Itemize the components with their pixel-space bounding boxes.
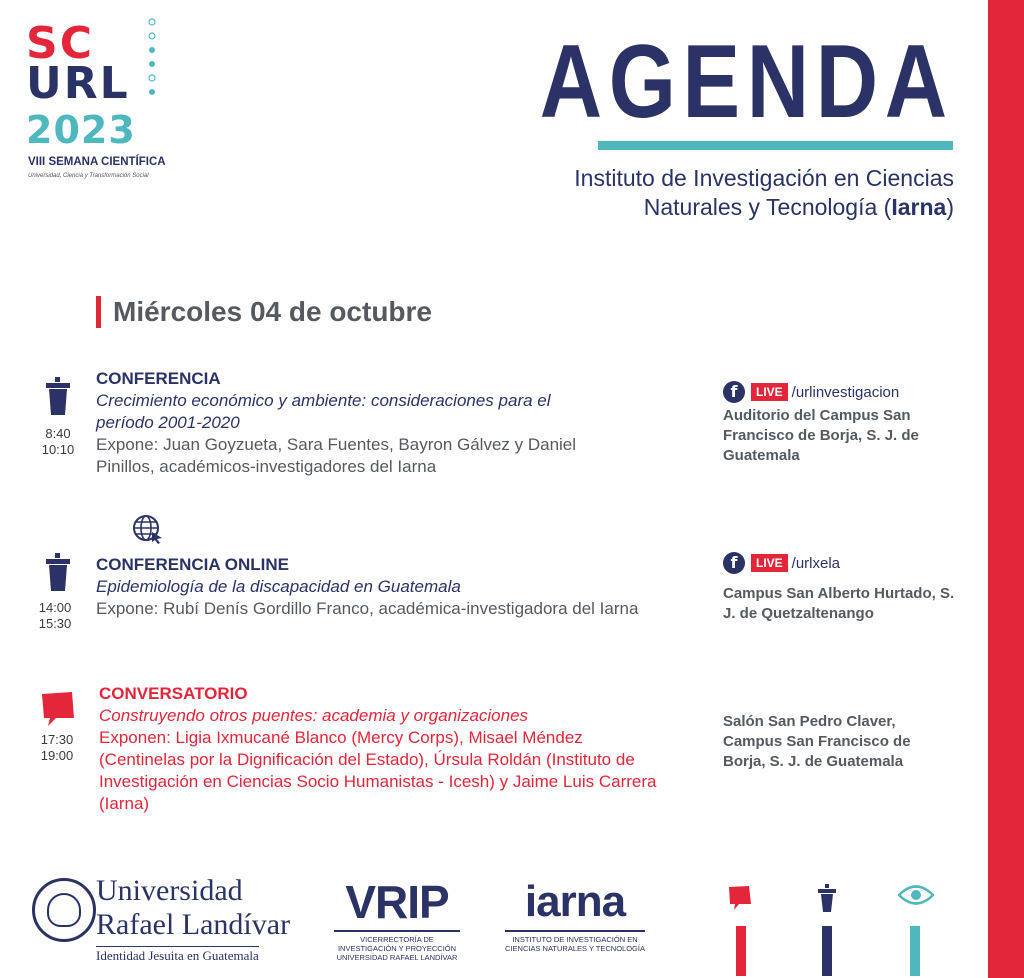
event-3-location: Salón San Pedro Claver, Campus San Francisco de Borja, S. J. de Guatemala bbox=[723, 713, 911, 770]
universidad-rafael-landivar-logo bbox=[32, 874, 302, 964]
iarna-subtitle: INSTITUTO DE INVESTIGACIÓN EN CIENCIAS NATURALES Y TECNOLOGÍA bbox=[505, 935, 645, 953]
podium-icon bbox=[44, 553, 72, 593]
iarna-wordmark: iarna bbox=[524, 877, 626, 926]
event-3-time-end: 19:00 bbox=[40, 748, 74, 763]
day-heading: Miércoles 04 de octubre bbox=[96, 296, 432, 328]
speech-bubble-icon bbox=[42, 692, 74, 726]
event-1-time-start: 8:40 bbox=[45, 426, 71, 441]
event-1-speakers: Expone: Juan Goyzueta, Sara Fuentes, Bayron Gálvez y Daniel Pinillos, académicos-investigadores del Iarna bbox=[96, 435, 577, 476]
page-title: AGENDA bbox=[540, 24, 954, 140]
footer-teal-bar bbox=[910, 926, 920, 976]
logo-tagline: Universidad, Ciencia y Transformación Social bbox=[28, 173, 149, 179]
event-3-time bbox=[37, 732, 77, 764]
event-1-title-line2: período 2001-2020 bbox=[96, 413, 240, 432]
event-1-live-handle[interactable]: /urlinvestigacion bbox=[791, 383, 900, 401]
event-2-type: CONFERENCIA ONLINE bbox=[96, 555, 289, 574]
institute-line2-prefix: Naturales y Tecnología ( bbox=[643, 194, 892, 220]
podium-icon bbox=[44, 377, 72, 417]
footer-navy-bar bbox=[822, 926, 832, 976]
footer-red-bar bbox=[736, 926, 746, 976]
univ-motto: Identidad Jesuita en Guatemala bbox=[96, 948, 259, 963]
logo-url: URL bbox=[26, 58, 130, 109]
live-badge: LIVE bbox=[751, 554, 788, 572]
live-badge: LIVE bbox=[751, 383, 788, 401]
univ-name-line2: Rafael Landívar bbox=[96, 908, 291, 941]
logo-edition: VIII SEMANA CIENTÍFICA bbox=[28, 156, 166, 168]
event-2-time-end: 15:30 bbox=[38, 616, 72, 631]
facebook-icon: f bbox=[723, 552, 745, 574]
logo-dots-icon bbox=[144, 18, 164, 98]
univ-name-line1: Universidad bbox=[96, 874, 243, 907]
globe-cursor-icon bbox=[132, 514, 164, 544]
logo-sc: SC bbox=[26, 18, 94, 69]
vrip-subtitle: VICERRECTORÍA DE INVESTIGACIÓN Y PROYECCIÓN UNIVERSIDAD RAFAEL LANDÍVAR bbox=[336, 935, 458, 962]
event-1-title-line1: Crecimiento económico y ambiente: consideraciones para el bbox=[96, 391, 551, 410]
event-3-speakers: Exponen: Ligia Ixmucané Blanco (Mercy Corps), Misael Méndez (Centinelas por la Dignificación del Estado), Úrsula Roldán (Instituto de Investigación en Ciencias Socio Humanistas - Icesh) y Jaime Luis Carrera (Iarna) bbox=[99, 728, 657, 813]
event-1 bbox=[96, 368, 676, 478]
institute-line2 bbox=[504, 193, 954, 222]
right-accent-bar bbox=[988, 0, 1024, 978]
event-2-title: Epidemiología de la discapacidad en Guatemala bbox=[96, 577, 461, 596]
event-2-speakers: Expone: Rubí Denís Gordillo Franco, académica-investigadora del Iarna bbox=[96, 599, 639, 618]
vrip-wordmark: VRIP bbox=[345, 876, 449, 928]
event-2-livestream[interactable] bbox=[723, 552, 840, 574]
event-1-time bbox=[38, 426, 78, 458]
institute-line2-suffix: ) bbox=[946, 194, 954, 220]
event-2 bbox=[96, 554, 676, 620]
speech-bubble-icon bbox=[729, 886, 751, 910]
title-underline bbox=[598, 141, 953, 150]
institute-name bbox=[504, 164, 954, 222]
event-1-time-end: 10:10 bbox=[41, 442, 75, 457]
event-2-time bbox=[35, 600, 75, 632]
event-1-livestream[interactable] bbox=[723, 381, 899, 403]
institute-line1: Instituto de Investigación en Ciencias bbox=[574, 165, 954, 191]
iarna-logo bbox=[500, 878, 650, 953]
institute-acronym: Iarna bbox=[891, 194, 947, 220]
event-2-live-handle[interactable]: /urlxela bbox=[791, 554, 841, 572]
event-3-time-start: 17:30 bbox=[40, 732, 74, 747]
event-1-type: CONFERENCIA bbox=[96, 369, 221, 388]
podium-icon bbox=[817, 884, 837, 912]
eye-icon bbox=[898, 884, 934, 906]
event-3-type: CONVERSATORIO bbox=[99, 684, 248, 703]
event-3-title: Construyendo otros puentes: academia y organizaciones bbox=[99, 706, 529, 725]
university-seal-icon bbox=[32, 878, 96, 942]
facebook-icon: f bbox=[723, 381, 745, 403]
logo-year: 2023 bbox=[26, 108, 136, 152]
event-2-time-start: 14:00 bbox=[38, 600, 72, 615]
scurl-2023-logo bbox=[26, 18, 166, 188]
vrip-logo bbox=[332, 878, 462, 962]
event-2-location: Campus San Alberto Hurtado, S. J. de Quetzaltenango bbox=[723, 585, 955, 622]
event-3 bbox=[99, 683, 659, 815]
event-1-location: Auditorio del Campus San Francisco de Borja, S. J. de Guatemala bbox=[723, 407, 919, 464]
